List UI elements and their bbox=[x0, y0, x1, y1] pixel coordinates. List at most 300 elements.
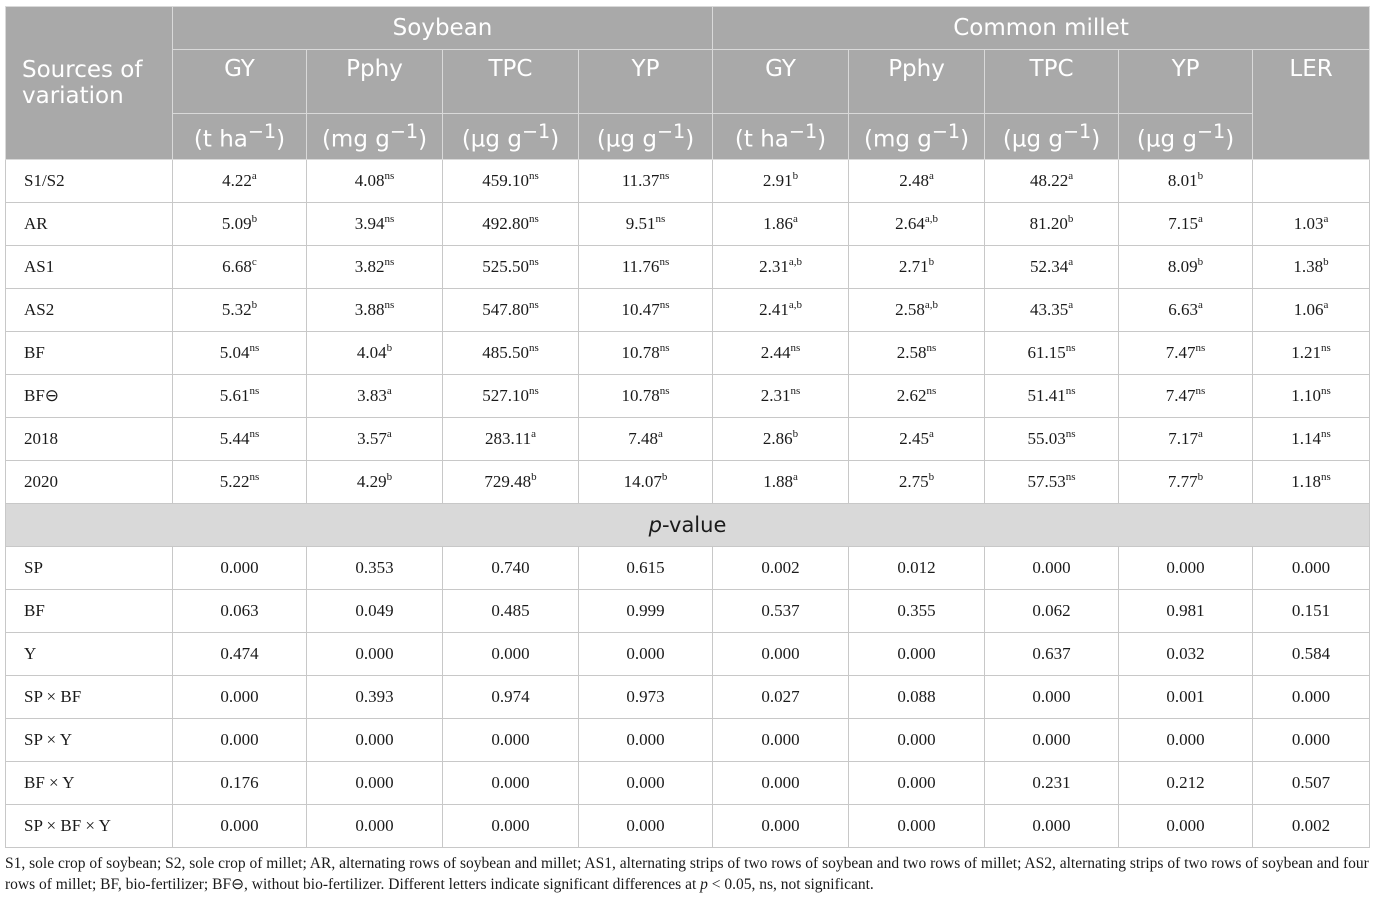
table-cell: 0.000 bbox=[307, 719, 443, 762]
significance-letter: a bbox=[1197, 213, 1203, 225]
table-cell: 0.000 bbox=[443, 633, 579, 676]
table-cell: 0.212 bbox=[1119, 762, 1253, 805]
cell-value: 61.15 bbox=[1027, 343, 1066, 362]
cell-value: 5.61 bbox=[219, 386, 250, 405]
table-cell: 0.000 bbox=[849, 633, 985, 676]
table-cell bbox=[579, 375, 713, 418]
significance-letter: ns bbox=[528, 342, 539, 354]
table-cell bbox=[713, 203, 849, 246]
significance-letter: ns bbox=[528, 385, 539, 397]
table-cell: 0.000 bbox=[1119, 805, 1253, 848]
table-cell: 0.063 bbox=[173, 590, 307, 633]
unit-exponent: −1 bbox=[1062, 120, 1092, 144]
unit-exponent: −1 bbox=[521, 120, 551, 144]
significance-letter: ns bbox=[1321, 385, 1331, 397]
table-cell: 0.000 bbox=[1253, 676, 1370, 719]
sources-of-variation-header: Sources of variation bbox=[6, 7, 173, 160]
significance-letter: ns bbox=[384, 213, 395, 225]
table-cell bbox=[1253, 332, 1370, 375]
cell-value: 2.48 bbox=[899, 171, 929, 190]
table-cell: 0.000 bbox=[849, 805, 985, 848]
table-cell: 0.000 bbox=[985, 676, 1119, 719]
unit-row bbox=[6, 114, 1370, 160]
cell-value: 2.86 bbox=[762, 429, 793, 448]
table-cell: 0.000 bbox=[173, 719, 307, 762]
significance-letter: c bbox=[251, 256, 257, 268]
table-cell bbox=[443, 332, 579, 375]
cell-value: 10.47 bbox=[621, 300, 660, 319]
table-cell bbox=[713, 160, 849, 203]
table-cell bbox=[713, 461, 849, 504]
table-row bbox=[6, 289, 1370, 332]
table-footnote bbox=[5, 853, 1369, 895]
table-cell bbox=[1253, 418, 1370, 461]
significance-letter: ns bbox=[249, 471, 260, 483]
table-cell: 0.000 bbox=[1253, 719, 1370, 762]
table-cell: 0.740 bbox=[443, 547, 579, 590]
significance-letter: b bbox=[1197, 256, 1204, 268]
unit-close: ) bbox=[276, 126, 286, 153]
table-cell bbox=[713, 375, 849, 418]
cell-value: 492.80 bbox=[482, 214, 529, 233]
table-cell bbox=[985, 461, 1119, 504]
significance-letter: b bbox=[531, 471, 537, 483]
table-cell bbox=[1119, 289, 1253, 332]
cell-value: 5.22 bbox=[219, 472, 250, 491]
cell-value: 8.01 bbox=[1167, 171, 1198, 190]
cell-value: 81.20 bbox=[1029, 214, 1068, 233]
cell-value: 3.83 bbox=[357, 386, 387, 405]
footnote-text: S1, sole crop of soybean; S2, sole crop of millet; AR, alternating rows of soybean and millet; AS1, alternating strips of two rows of soybean and two rows of millet; AS2, alternating strips of two rows of soybean and four rows of millet; BF, bio-fertilizer; BF⊖, without bio-fertilizer. Different letters indicate significant differences at bbox=[5, 855, 1369, 893]
significance-letter: ns bbox=[659, 385, 670, 397]
table-cell bbox=[713, 418, 849, 461]
significance-letter: a bbox=[1068, 256, 1074, 268]
cell-value: 1.88 bbox=[763, 472, 793, 491]
table-row bbox=[6, 805, 1370, 848]
table-row bbox=[6, 375, 1370, 418]
table-cell: 0.537 bbox=[713, 590, 849, 633]
table-cell: 0.000 bbox=[443, 805, 579, 848]
common-millet-group-header: Common millet bbox=[713, 7, 1370, 50]
cell-value: 527.10 bbox=[482, 386, 529, 405]
significance-letter: a,b bbox=[924, 213, 938, 225]
significance-letter: b bbox=[928, 256, 935, 268]
table-cell bbox=[1253, 203, 1370, 246]
table-cell: 0.974 bbox=[443, 676, 579, 719]
significance-letter: b bbox=[386, 471, 393, 483]
table-cell bbox=[849, 418, 985, 461]
cell-value: 2.62 bbox=[896, 386, 927, 405]
cell-value: 4.04 bbox=[356, 343, 387, 362]
table-body bbox=[6, 160, 1370, 848]
cell-value: 48.22 bbox=[1029, 171, 1069, 190]
table-cell: 0.000 bbox=[985, 719, 1119, 762]
table-cell bbox=[579, 461, 713, 504]
significance-letter: ns bbox=[249, 342, 260, 354]
table-cell bbox=[1253, 160, 1370, 203]
unit-base: (mg g bbox=[863, 126, 932, 153]
table-cell bbox=[173, 418, 307, 461]
significance-letter: b bbox=[928, 471, 935, 483]
significance-letter: ns bbox=[1195, 342, 1206, 354]
cell-value: 43.35 bbox=[1029, 300, 1069, 319]
table-cell: 0.088 bbox=[849, 676, 985, 719]
table-row bbox=[6, 547, 1370, 590]
table-cell: 0.973 bbox=[579, 676, 713, 719]
significance-letter: ns bbox=[926, 385, 937, 397]
table-cell bbox=[579, 418, 713, 461]
table-cell: 0.000 bbox=[985, 805, 1119, 848]
cell-value: 7.48 bbox=[628, 429, 658, 448]
cell-value: 2.64 bbox=[895, 214, 925, 233]
unit-base: (mg g bbox=[321, 126, 390, 153]
cell-value: 4.22 bbox=[222, 171, 252, 190]
cell-value: 5.32 bbox=[221, 300, 252, 319]
table-row bbox=[6, 590, 1370, 633]
table-cell: 0.062 bbox=[985, 590, 1119, 633]
table-cell bbox=[579, 246, 713, 289]
unit-close: ) bbox=[1091, 126, 1101, 153]
table-row bbox=[6, 160, 1370, 203]
table-cell: 0.012 bbox=[849, 547, 985, 590]
unit-base: (µg g bbox=[1002, 126, 1063, 153]
significance-letter: ns bbox=[655, 213, 666, 225]
table-cell bbox=[443, 246, 579, 289]
row-label: SP × BF bbox=[6, 676, 173, 719]
pvalue-label-rest: -value bbox=[662, 513, 727, 537]
table-cell bbox=[849, 246, 985, 289]
table-cell bbox=[307, 375, 443, 418]
significance-letter: a bbox=[928, 170, 934, 182]
table-cell bbox=[307, 418, 443, 461]
table-cell bbox=[307, 289, 443, 332]
table-cell: 0.637 bbox=[985, 633, 1119, 676]
row-label: AR bbox=[6, 203, 173, 246]
column-header: Pphy bbox=[307, 50, 443, 114]
table-cell: 0.000 bbox=[713, 805, 849, 848]
significance-letter: ns bbox=[384, 170, 395, 182]
significance-letter: a bbox=[792, 213, 798, 225]
cell-value: 7.17 bbox=[1168, 429, 1198, 448]
table-cell bbox=[985, 418, 1119, 461]
significance-letter: a bbox=[1323, 299, 1329, 311]
significance-letter: a bbox=[1197, 299, 1203, 311]
table-cell bbox=[307, 203, 443, 246]
pvalue-section-header bbox=[6, 504, 1370, 547]
table-cell bbox=[443, 461, 579, 504]
table-cell: 0.353 bbox=[307, 547, 443, 590]
significance-letter: ns bbox=[528, 299, 539, 311]
table-row bbox=[6, 762, 1370, 805]
significance-letter: ns bbox=[1321, 471, 1331, 483]
pvalue-p-italic: p bbox=[648, 513, 662, 537]
unit-exponent: −1 bbox=[788, 120, 818, 144]
unit-base: (t ha bbox=[734, 126, 789, 153]
table-cell bbox=[579, 332, 713, 375]
table-cell bbox=[1119, 375, 1253, 418]
table-cell bbox=[985, 289, 1119, 332]
table-cell bbox=[849, 289, 985, 332]
unit-base: (µg g bbox=[1136, 126, 1197, 153]
column-header: TPC bbox=[985, 50, 1119, 114]
table-row bbox=[6, 633, 1370, 676]
cell-value: 2.58 bbox=[896, 343, 927, 362]
cell-value: 7.47 bbox=[1165, 386, 1196, 405]
row-label: 2018 bbox=[6, 418, 173, 461]
row-label: BF⊖ bbox=[6, 375, 173, 418]
cell-value: 8.09 bbox=[1167, 257, 1198, 276]
table-cell bbox=[443, 160, 579, 203]
cell-value: 10.78 bbox=[621, 343, 660, 362]
cell-value: 11.37 bbox=[621, 171, 660, 190]
table-cell: 0.000 bbox=[579, 633, 713, 676]
significance-letter: b bbox=[251, 213, 258, 225]
row-label: AS2 bbox=[6, 289, 173, 332]
cell-value: 2.71 bbox=[898, 257, 929, 276]
significance-letter: ns bbox=[1195, 385, 1206, 397]
table-cell: 0.000 bbox=[579, 805, 713, 848]
significance-letter: b bbox=[792, 428, 799, 440]
significance-letter: a bbox=[386, 385, 392, 397]
significance-letter: b bbox=[1197, 471, 1204, 483]
table-cell bbox=[443, 418, 579, 461]
significance-letter: a bbox=[531, 428, 536, 440]
results-table bbox=[5, 6, 1370, 848]
table-cell: 0.000 bbox=[173, 676, 307, 719]
table-cell: 0.049 bbox=[307, 590, 443, 633]
significance-letter: a,b bbox=[788, 299, 802, 311]
cell-value: 4.29 bbox=[356, 472, 387, 491]
column-header: GY bbox=[173, 50, 307, 114]
table-cell: 0.507 bbox=[1253, 762, 1370, 805]
unit-exponent: −1 bbox=[389, 120, 419, 144]
table-cell bbox=[849, 203, 985, 246]
table-cell bbox=[985, 203, 1119, 246]
unit-exponent: −1 bbox=[1196, 120, 1226, 144]
cell-value: 1.10 bbox=[1291, 386, 1322, 405]
cell-value: 1.86 bbox=[763, 214, 793, 233]
table-row bbox=[6, 203, 1370, 246]
cell-value: 525.50 bbox=[482, 257, 529, 276]
cell-value: 2.91 bbox=[762, 171, 793, 190]
column-header: YP bbox=[579, 50, 713, 114]
table-cell bbox=[849, 375, 985, 418]
significance-letter: b bbox=[1197, 170, 1204, 182]
table-cell bbox=[1119, 461, 1253, 504]
row-label: SP × BF × Y bbox=[6, 805, 173, 848]
table-cell bbox=[173, 461, 307, 504]
table-cell: 0.000 bbox=[579, 719, 713, 762]
table-cell bbox=[307, 160, 443, 203]
significance-letter: b bbox=[1067, 213, 1074, 225]
table-cell: 0.355 bbox=[849, 590, 985, 633]
table-cell bbox=[1253, 461, 1370, 504]
column-unit bbox=[307, 114, 443, 160]
table-cell: 0.000 bbox=[307, 805, 443, 848]
cell-value: 11.76 bbox=[621, 257, 660, 276]
table-cell: 0.027 bbox=[713, 676, 849, 719]
cell-value: 6.68 bbox=[222, 257, 252, 276]
cell-value: 2.75 bbox=[898, 472, 929, 491]
cell-value: 57.53 bbox=[1027, 472, 1066, 491]
cell-value: 3.94 bbox=[354, 214, 385, 233]
table-cell: 0.000 bbox=[173, 805, 307, 848]
cell-value: 1.06 bbox=[1293, 300, 1324, 319]
table-cell bbox=[1119, 203, 1253, 246]
table-cell: 0.000 bbox=[307, 762, 443, 805]
table-cell bbox=[173, 332, 307, 375]
cell-value: 3.82 bbox=[354, 257, 385, 276]
table-cell: 0.002 bbox=[713, 547, 849, 590]
soybean-group-header: Soybean bbox=[173, 7, 713, 50]
table-cell bbox=[985, 332, 1119, 375]
table-cell: 0.231 bbox=[985, 762, 1119, 805]
table-cell bbox=[579, 203, 713, 246]
unit-close: ) bbox=[550, 126, 560, 153]
table-cell: 0.000 bbox=[1253, 547, 1370, 590]
significance-letter: ns bbox=[659, 342, 670, 354]
table-cell: 0.000 bbox=[713, 762, 849, 805]
table-cell bbox=[985, 375, 1119, 418]
significance-letter: ns bbox=[659, 256, 670, 268]
table-cell: 0.000 bbox=[713, 633, 849, 676]
significance-letter: ns bbox=[659, 170, 670, 182]
significance-letter: ns bbox=[384, 256, 395, 268]
column-unit bbox=[1119, 114, 1253, 160]
cell-value: 2.31 bbox=[760, 386, 791, 405]
significance-letter: ns bbox=[249, 385, 260, 397]
cell-value: 52.34 bbox=[1029, 257, 1069, 276]
unit-close: ) bbox=[960, 126, 970, 153]
table-cell: 0.999 bbox=[579, 590, 713, 633]
cell-value: 7.15 bbox=[1168, 214, 1198, 233]
table-cell bbox=[173, 160, 307, 203]
cell-value: 7.47 bbox=[1165, 343, 1196, 362]
significance-letter: a bbox=[792, 471, 798, 483]
cell-value: 9.51 bbox=[625, 214, 656, 233]
column-unit bbox=[443, 114, 579, 160]
significance-letter: ns bbox=[528, 213, 539, 225]
significance-letter: ns bbox=[1065, 471, 1076, 483]
cell-value: 459.10 bbox=[482, 171, 529, 190]
table-cell bbox=[849, 332, 985, 375]
column-unit bbox=[173, 114, 307, 160]
cell-value: 5.44 bbox=[219, 429, 250, 448]
table-cell: 0.000 bbox=[443, 762, 579, 805]
footnote-p-italic: p bbox=[700, 876, 708, 893]
table-cell bbox=[713, 289, 849, 332]
significance-letter: ns bbox=[659, 299, 670, 311]
table-cell: 0.584 bbox=[1253, 633, 1370, 676]
significance-letter: a bbox=[1197, 428, 1203, 440]
significance-letter: ns bbox=[528, 170, 539, 182]
cell-value: 1.14 bbox=[1291, 429, 1322, 448]
cell-value: 1.03 bbox=[1293, 214, 1324, 233]
cell-value: 7.77 bbox=[1167, 472, 1198, 491]
unit-base: (µg g bbox=[596, 126, 657, 153]
table-cell bbox=[1253, 289, 1370, 332]
table-cell bbox=[849, 160, 985, 203]
cell-value: 5.09 bbox=[221, 214, 252, 233]
table-cell bbox=[579, 160, 713, 203]
significance-letter: ns bbox=[926, 342, 937, 354]
significance-letter: ns bbox=[384, 299, 395, 311]
column-header: Pphy bbox=[849, 50, 985, 114]
table-cell: 0.000 bbox=[985, 547, 1119, 590]
cell-value: 55.03 bbox=[1027, 429, 1066, 448]
cell-value: 547.80 bbox=[482, 300, 529, 319]
table-cell bbox=[173, 203, 307, 246]
table-cell: 0.000 bbox=[849, 719, 985, 762]
unit-close: ) bbox=[685, 126, 695, 153]
table-cell: 0.000 bbox=[443, 719, 579, 762]
table-cell bbox=[985, 160, 1119, 203]
table-row bbox=[6, 418, 1370, 461]
cell-value: 51.41 bbox=[1027, 386, 1066, 405]
significance-letter: a,b bbox=[924, 299, 938, 311]
table-row bbox=[6, 676, 1370, 719]
significance-letter: ns bbox=[528, 256, 539, 268]
significance-letter: a bbox=[251, 170, 257, 182]
significance-letter: ns bbox=[1065, 428, 1076, 440]
table-cell bbox=[849, 461, 985, 504]
cell-value: 729.48 bbox=[484, 472, 532, 491]
cell-value: 2.58 bbox=[895, 300, 925, 319]
table-cell bbox=[1119, 332, 1253, 375]
significance-letter: a bbox=[1068, 299, 1074, 311]
significance-letter: a bbox=[386, 428, 392, 440]
significance-letter: a,b bbox=[788, 256, 802, 268]
pvalue-section-row bbox=[6, 504, 1370, 547]
column-unit bbox=[713, 114, 849, 160]
table-cell: 0.151 bbox=[1253, 590, 1370, 633]
significance-letter: ns bbox=[790, 342, 801, 354]
cell-value: 485.50 bbox=[482, 343, 529, 362]
table-cell: 0.176 bbox=[173, 762, 307, 805]
unit-close: ) bbox=[817, 126, 827, 153]
table-cell bbox=[579, 289, 713, 332]
column-header: TPC bbox=[443, 50, 579, 114]
significance-letter: b bbox=[251, 299, 258, 311]
table-cell bbox=[1119, 160, 1253, 203]
table-cell: 0.002 bbox=[1253, 805, 1370, 848]
significance-letter: a bbox=[928, 428, 934, 440]
unit-base: (t ha bbox=[193, 126, 248, 153]
significance-letter: b bbox=[792, 170, 799, 182]
column-header: GY bbox=[713, 50, 849, 114]
table-cell bbox=[173, 289, 307, 332]
cell-value: 10.78 bbox=[621, 386, 660, 405]
cell-value: 6.63 bbox=[1168, 300, 1198, 319]
unit-close: ) bbox=[1225, 126, 1235, 153]
significance-letter: b bbox=[661, 471, 668, 483]
unit-close: ) bbox=[418, 126, 428, 153]
table-cell bbox=[307, 332, 443, 375]
unit-exponent: −1 bbox=[931, 120, 961, 144]
significance-letter: a bbox=[657, 428, 663, 440]
table-cell bbox=[985, 246, 1119, 289]
cell-value: 3.88 bbox=[354, 300, 385, 319]
table-cell: 0.000 bbox=[713, 719, 849, 762]
table-cell: 0.393 bbox=[307, 676, 443, 719]
table-cell: 0.981 bbox=[1119, 590, 1253, 633]
unit-base: (µg g bbox=[461, 126, 522, 153]
table-cell: 0.615 bbox=[579, 547, 713, 590]
row-label: SP × Y bbox=[6, 719, 173, 762]
cell-value: 14.07 bbox=[623, 472, 662, 491]
table-cell: 0.000 bbox=[849, 762, 985, 805]
table-cell bbox=[713, 332, 849, 375]
